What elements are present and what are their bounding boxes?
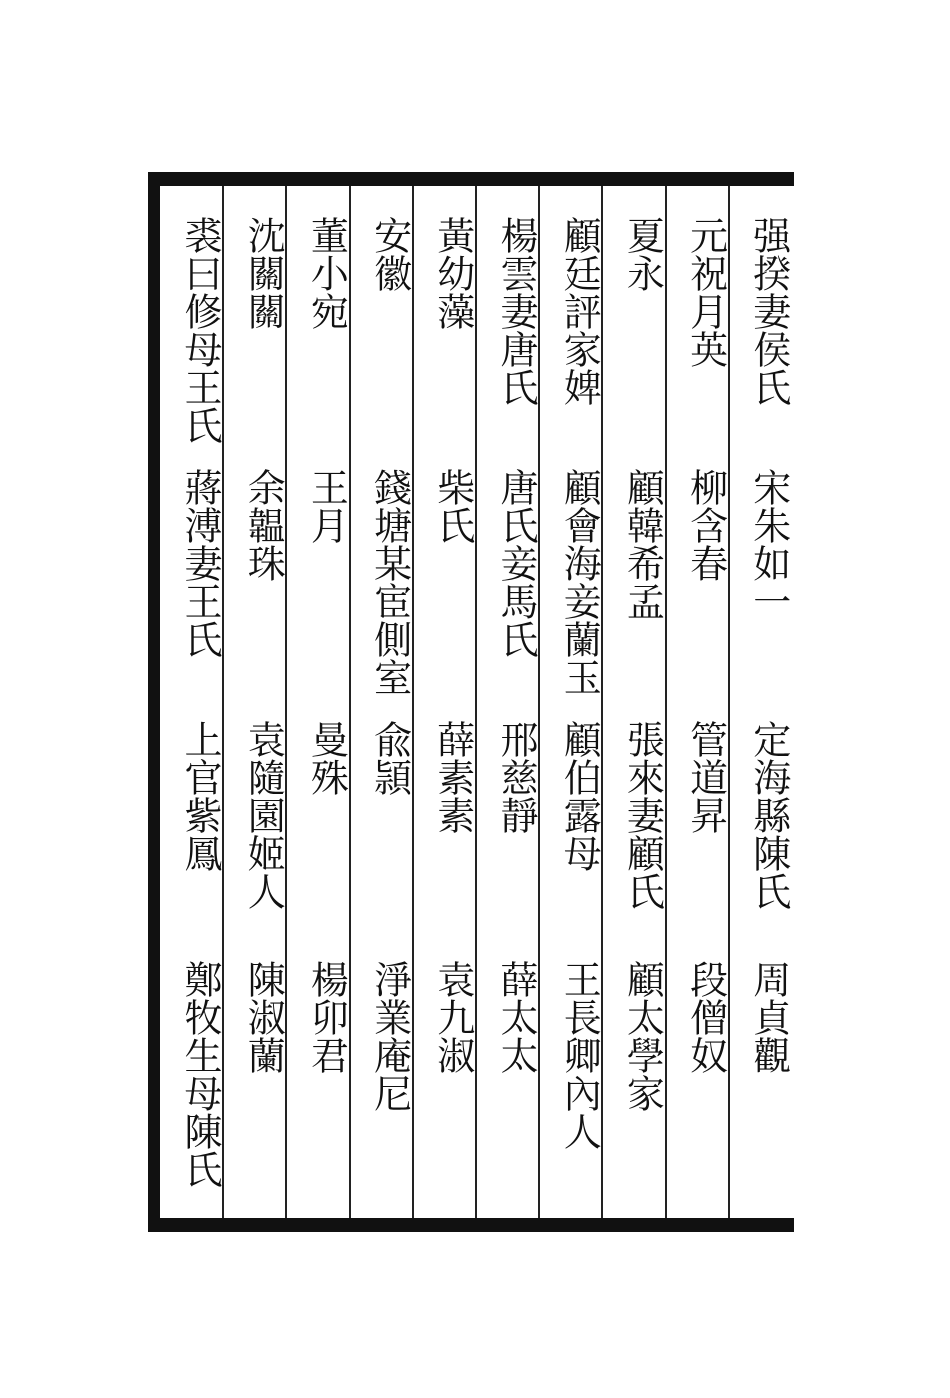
name-entry: 曼殊 — [304, 720, 349, 796]
name-entry: 邢慈靜 — [494, 720, 538, 834]
name-entry: 董小宛 — [304, 216, 349, 330]
name-entry: 薛素素 — [430, 720, 475, 834]
name-entry: 淨業庵尼 — [367, 960, 412, 1112]
name-entry: 夏永 — [620, 216, 665, 292]
name-entry: 兪頴 — [367, 720, 412, 796]
name-entry: 周貞觀 — [746, 960, 791, 1074]
name-entry: 陳淑蘭 — [241, 960, 286, 1074]
name-entry: 顧伯露母 — [557, 720, 602, 872]
name-entry: 唐氏妾馬氏 — [494, 468, 538, 658]
name-entry: 錢塘某宦側室 — [367, 468, 412, 696]
text-column — [602, 186, 665, 1218]
text-column — [476, 186, 539, 1218]
text-column — [286, 186, 349, 1218]
name-entry: 薛太太 — [494, 960, 538, 1074]
name-entry: 沈關關 — [241, 216, 286, 330]
text-column — [223, 186, 286, 1218]
text-column — [729, 186, 792, 1218]
text-column — [413, 186, 476, 1218]
name-entry: 顧會海妾蘭玉 — [557, 468, 602, 696]
name-entry: 裘曰修母王氏 — [178, 216, 222, 444]
name-entry: 袁隨園姬人 — [241, 720, 286, 910]
page-frame — [148, 172, 794, 1232]
text-column — [539, 186, 602, 1218]
text-column — [160, 186, 223, 1218]
name-entry: 定海縣陳氏 — [746, 720, 791, 910]
text-columns — [160, 186, 792, 1218]
name-entry: 顧廷評家婢 — [557, 216, 602, 406]
name-entry: 袁九淑 — [430, 960, 475, 1074]
name-entry: 張來妻顧氏 — [620, 720, 665, 910]
name-entry: 王月 — [304, 468, 349, 544]
name-entry: 元祝月英 — [683, 216, 728, 368]
top-border — [148, 172, 794, 186]
name-entry: 顧太學家 — [620, 960, 665, 1112]
name-entry: 上官紫鳳 — [178, 720, 222, 872]
name-entry: 宋朱如一 — [746, 468, 791, 620]
name-entry: 楊雲妻唐氏 — [494, 216, 538, 406]
name-entry: 管道昇 — [683, 720, 728, 834]
name-entry: 强揆妻侯氏 — [746, 216, 791, 406]
name-entry: 顧韓希孟 — [620, 468, 665, 620]
name-entry: 黃幼藻 — [430, 216, 475, 330]
name-entry: 安徽 — [367, 216, 412, 292]
name-entry: 蔣溥妻王氏 — [178, 468, 222, 658]
name-entry: 柳含春 — [683, 468, 728, 582]
name-entry: 余韞珠 — [241, 468, 286, 582]
name-entry: 鄭牧生母陳氏 — [178, 960, 222, 1188]
left-border — [148, 172, 160, 1232]
name-entry: 王長卿內人 — [557, 960, 602, 1150]
name-entry: 楊卯君 — [304, 960, 349, 1074]
bottom-border — [148, 1218, 794, 1232]
text-column — [350, 186, 413, 1218]
name-entry: 柴氏 — [430, 468, 475, 544]
text-column — [666, 186, 729, 1218]
name-entry: 段僧奴 — [683, 960, 728, 1074]
